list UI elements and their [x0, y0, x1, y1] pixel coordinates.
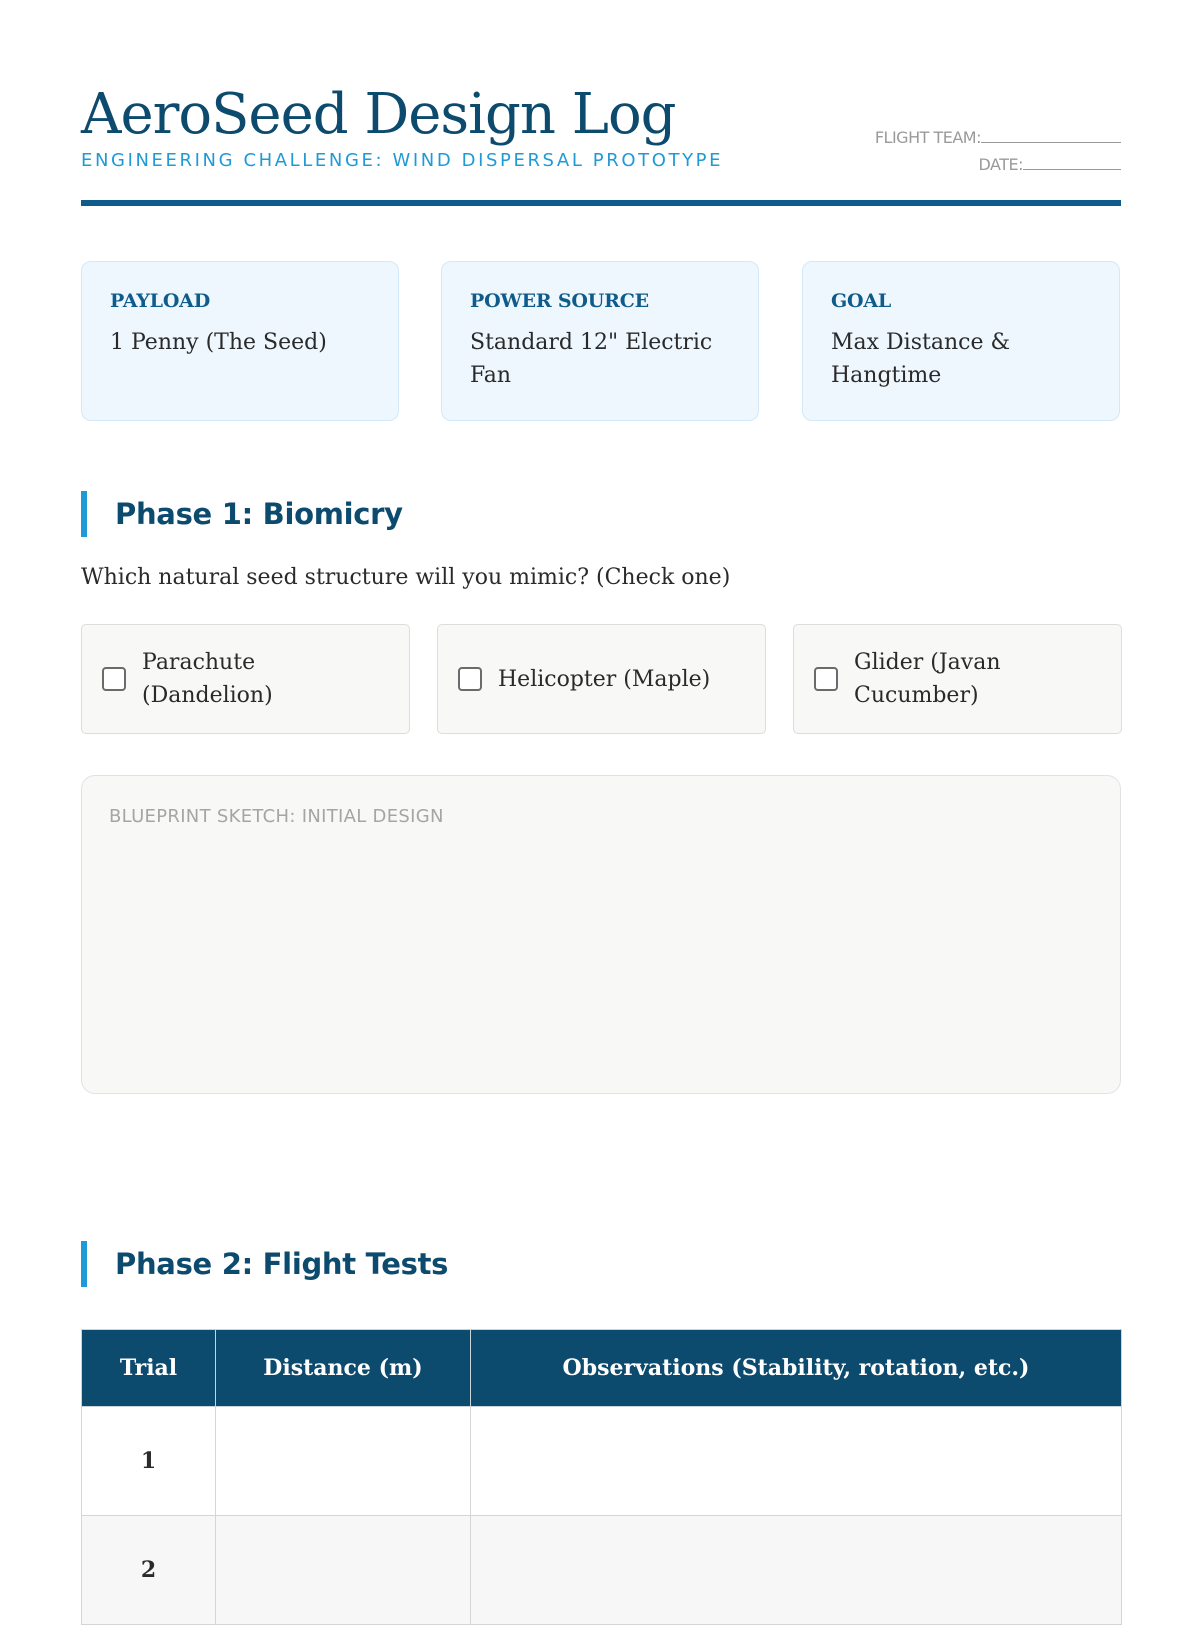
page-subtitle: ENGINEERING CHALLENGE: WIND DISPERSAL PROTOTYPE	[81, 150, 724, 171]
checkbox[interactable]	[458, 667, 482, 691]
header-divider	[81, 200, 1121, 206]
column-header-observations: Observations (Stability, rotation, etc.)	[471, 1330, 1122, 1407]
flight-team-label: FLIGHT TEAM:	[874, 128, 981, 147]
goal-card	[802, 261, 1120, 421]
observations-cell[interactable]	[471, 1407, 1122, 1516]
card-value: Max Distance & Hangtime	[831, 330, 1011, 388]
meta-fields	[875, 124, 1121, 178]
date-field[interactable]	[875, 151, 1121, 178]
page-header	[81, 82, 1121, 202]
flight-team-field[interactable]	[875, 124, 1121, 151]
trial-number: 2	[82, 1516, 216, 1625]
table-row	[82, 1407, 1122, 1516]
page-title: AeroSeed Design Log	[81, 82, 676, 147]
checkbox[interactable]	[102, 667, 126, 691]
section-title: Phase 1: Biomicry	[115, 497, 403, 531]
flight-tests-table	[81, 1329, 1122, 1625]
option-parachute[interactable]	[81, 624, 410, 734]
date-label: DATE:	[978, 155, 1023, 174]
table-row	[82, 1516, 1122, 1625]
distance-cell[interactable]	[216, 1407, 471, 1516]
card-label: GOAL	[831, 290, 892, 312]
observations-cell[interactable]	[471, 1516, 1122, 1625]
flight-team-blank[interactable]	[981, 128, 1121, 143]
power-source-card	[441, 261, 759, 421]
card-label: POWER SOURCE	[470, 290, 649, 312]
option-label: Parachute (Dandelion)	[142, 650, 273, 708]
date-blank[interactable]	[1023, 155, 1121, 170]
phase1-heading	[81, 491, 403, 537]
column-header-distance: Distance (m)	[216, 1330, 471, 1407]
phase1-question: Which natural seed structure will you mimic? (Check one)	[81, 565, 731, 590]
table-header-row	[82, 1330, 1122, 1407]
option-label: Helicopter (Maple)	[498, 666, 711, 692]
option-label: Glider (Javan Cucumber)	[854, 650, 1001, 708]
sketch-label: BLUEPRINT SKETCH: INITIAL DESIGN	[109, 806, 444, 827]
option-glider[interactable]	[793, 624, 1122, 734]
option-helicopter[interactable]	[437, 624, 766, 734]
trial-number: 1	[82, 1407, 216, 1516]
phase2-heading	[81, 1241, 448, 1287]
blueprint-sketch-area[interactable]	[81, 775, 1121, 1094]
distance-cell[interactable]	[216, 1516, 471, 1625]
checkbox[interactable]	[814, 667, 838, 691]
column-header-trial: Trial	[82, 1330, 216, 1407]
card-value: Standard 12" Electric Fan	[470, 330, 713, 388]
card-label: PAYLOAD	[110, 290, 210, 312]
payload-card	[81, 261, 399, 421]
card-value: 1 Penny (The Seed)	[110, 330, 327, 355]
section-title: Phase 2: Flight Tests	[115, 1247, 449, 1281]
